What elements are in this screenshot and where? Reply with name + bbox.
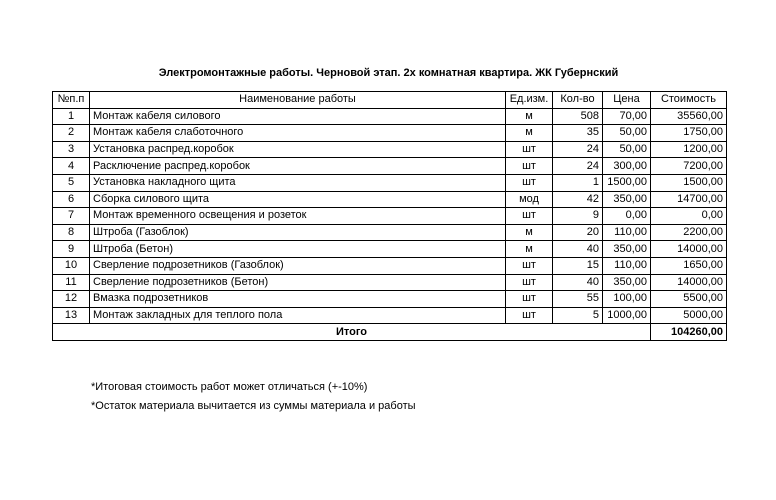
table-total-row	[53, 324, 727, 341]
row-cost: 2200,00	[651, 224, 727, 241]
row-price: 300,00	[603, 158, 651, 175]
row-unit: шт	[506, 257, 553, 274]
row-price: 0,00	[603, 208, 651, 225]
header-unit: Ед.изм.	[506, 92, 553, 109]
row-qty: 508	[553, 108, 603, 125]
row-name: Монтаж временного освещения и розеток	[90, 208, 506, 225]
row-unit: м	[506, 108, 553, 125]
row-name: Монтаж кабеля силового	[90, 108, 506, 125]
table-row	[53, 291, 727, 308]
row-qty: 42	[553, 191, 603, 208]
row-qty: 20	[553, 224, 603, 241]
notes	[91, 378, 416, 416]
row-cost: 1750,00	[651, 125, 727, 142]
row-num: 2	[53, 125, 90, 142]
table-row	[53, 125, 727, 142]
row-qty: 1	[553, 174, 603, 191]
row-name: Сборка силового щита	[90, 191, 506, 208]
row-qty: 5	[553, 307, 603, 324]
row-num: 10	[53, 257, 90, 274]
table-row	[53, 241, 727, 258]
table-row	[53, 274, 727, 291]
row-price: 350,00	[603, 241, 651, 258]
row-num: 5	[53, 174, 90, 191]
table-row	[53, 174, 727, 191]
row-price: 70,00	[603, 108, 651, 125]
row-price: 350,00	[603, 274, 651, 291]
row-name: Установка распред.коробок	[90, 141, 506, 158]
header-num: №п.п	[53, 92, 90, 109]
table-header-row	[53, 92, 727, 109]
table-row	[53, 191, 727, 208]
header-price: Цена	[603, 92, 651, 109]
row-name: Вмазка подрозетников	[90, 291, 506, 308]
row-cost: 1500,00	[651, 174, 727, 191]
total-label: Итого	[53, 324, 651, 341]
table-row	[53, 307, 727, 324]
row-name: Установка накладного щита	[90, 174, 506, 191]
row-cost: 1200,00	[651, 141, 727, 158]
row-cost: 14700,00	[651, 191, 727, 208]
row-price: 1500,00	[603, 174, 651, 191]
table-row	[53, 158, 727, 175]
row-price: 100,00	[603, 291, 651, 308]
row-cost: 1650,00	[651, 257, 727, 274]
row-cost: 0,00	[651, 208, 727, 225]
row-num: 9	[53, 241, 90, 258]
row-qty: 55	[553, 291, 603, 308]
row-cost: 14000,00	[651, 274, 727, 291]
row-qty: 40	[553, 241, 603, 258]
document-title: Электромонтажные работы. Черновой этап. 2х комнатная квартира. ЖК Губернский	[158, 67, 619, 79]
row-num: 3	[53, 141, 90, 158]
row-price: 1000,00	[603, 307, 651, 324]
row-unit: м	[506, 125, 553, 142]
row-num: 1	[53, 108, 90, 125]
row-qty: 24	[553, 158, 603, 175]
table-row	[53, 141, 727, 158]
row-num: 6	[53, 191, 90, 208]
table-row	[53, 108, 727, 125]
row-unit: шт	[506, 274, 553, 291]
row-unit: шт	[506, 208, 553, 225]
row-name: Сверление подрозетников (Газоблок)	[90, 257, 506, 274]
row-price: 350,00	[603, 191, 651, 208]
row-num: 8	[53, 224, 90, 241]
header-qty: Кол-во	[553, 92, 603, 109]
row-name: Штроба (Бетон)	[90, 241, 506, 258]
row-num: 11	[53, 274, 90, 291]
row-cost: 5500,00	[651, 291, 727, 308]
row-price: 110,00	[603, 224, 651, 241]
row-cost: 7200,00	[651, 158, 727, 175]
note-cost-variance: *Итоговая стоимость работ может отличаться (+-10%)	[91, 381, 368, 393]
row-cost: 14000,00	[651, 241, 727, 258]
row-unit: шт	[506, 141, 553, 158]
row-name: Расключение распред.коробок	[90, 158, 506, 175]
row-num: 12	[53, 291, 90, 308]
row-qty: 40	[553, 274, 603, 291]
row-cost: 35560,00	[651, 108, 727, 125]
row-unit: шт	[506, 158, 553, 175]
row-qty: 15	[553, 257, 603, 274]
row-unit: шт	[506, 291, 553, 308]
row-num: 4	[53, 158, 90, 175]
row-unit: шт	[506, 307, 553, 324]
row-unit: мод	[506, 191, 553, 208]
row-price: 50,00	[603, 125, 651, 142]
row-unit: м	[506, 224, 553, 241]
row-price: 50,00	[603, 141, 651, 158]
note-material-remainder: *Остаток материала вычитается из суммы материала и работы	[91, 400, 416, 412]
row-qty: 9	[553, 208, 603, 225]
table-row	[53, 257, 727, 274]
header-name: Наименование работы	[90, 92, 506, 109]
works-table	[52, 91, 727, 341]
row-num: 7	[53, 208, 90, 225]
row-name: Монтаж кабеля слаботочного	[90, 125, 506, 142]
row-unit: шт	[506, 174, 553, 191]
total-value: 104260,00	[651, 324, 727, 341]
row-name: Штроба (Газоблок)	[90, 224, 506, 241]
row-num: 13	[53, 307, 90, 324]
row-name: Сверление подрозетников (Бетон)	[90, 274, 506, 291]
table-row	[53, 224, 727, 241]
row-qty: 24	[553, 141, 603, 158]
row-price: 110,00	[603, 257, 651, 274]
row-cost: 5000,00	[651, 307, 727, 324]
row-qty: 35	[553, 125, 603, 142]
row-unit: м	[506, 241, 553, 258]
table-row	[53, 208, 727, 225]
header-cost: Стоимость	[651, 92, 727, 109]
row-name: Монтаж закладных для теплого пола	[90, 307, 506, 324]
